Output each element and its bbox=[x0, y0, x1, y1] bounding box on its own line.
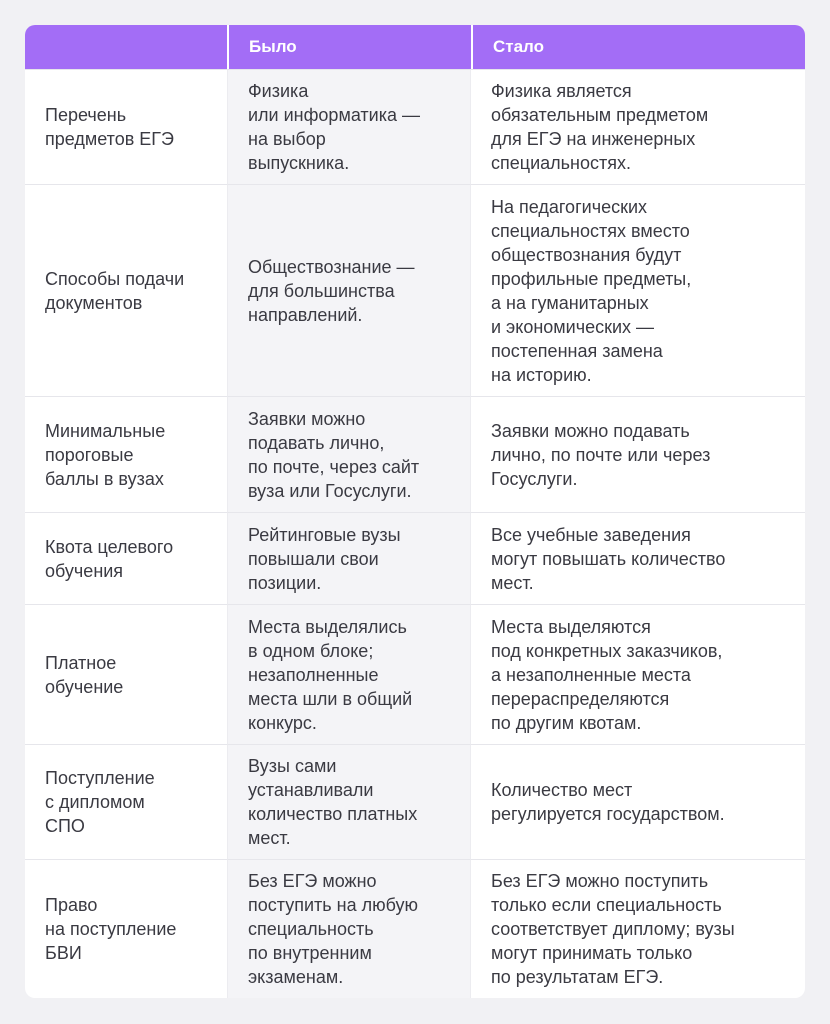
header-cell-now: Стало bbox=[471, 25, 805, 69]
header-cell-was: Было bbox=[227, 25, 471, 69]
row-4-was: Рейтинговые вузы повышали свои позиции. bbox=[227, 512, 471, 604]
row-7-was: Без ЕГЭ можно поступить на любую специальность по внутренним экзаменам. bbox=[227, 859, 471, 998]
row-4-now: Все учебные заведения могут повышать количество мест. bbox=[471, 512, 805, 604]
row-2-label: Способы подачи документов bbox=[25, 184, 227, 396]
row-5-now: Места выделяются под конкретных заказчиков, а незаполненные места перераспределяются по другим квотам. bbox=[471, 604, 805, 744]
row-6-was: Вузы сами устанавливали количество платных мест. bbox=[227, 744, 471, 859]
comparison-table bbox=[25, 25, 805, 998]
row-6-label: Поступление с дипломом СПО bbox=[25, 744, 227, 859]
row-3-label: Минимальные пороговые баллы в вузах bbox=[25, 396, 227, 512]
row-5-was: Места выделялись в одном блоке; незаполненные места шли в общий конкурс. bbox=[227, 604, 471, 744]
row-1-now: Физика является обязательным предметом для ЕГЭ на инженерных специальностях. bbox=[471, 69, 805, 184]
row-2-now: На педагогических специальностях вместо обществознания будут профильные предметы, а на гуманитарных и экономических — постепенная замена на историю. bbox=[471, 184, 805, 396]
header-cell-criterion bbox=[25, 25, 227, 69]
row-3-was: Заявки можно подавать лично, по почте, через сайт вуза или Госуслуги. bbox=[227, 396, 471, 512]
row-4-label: Квота целевого обучения bbox=[25, 512, 227, 604]
row-1-label: Перечень предметов ЕГЭ bbox=[25, 69, 227, 184]
row-1-was: Физика или информатика — на выбор выпускника. bbox=[227, 69, 471, 184]
row-3-now: Заявки можно подавать лично, по почте или через Госуслуги. bbox=[471, 396, 805, 512]
row-6-now: Количество мест регулируется государством. bbox=[471, 744, 805, 859]
row-5-label: Платное обучение bbox=[25, 604, 227, 744]
row-7-now: Без ЕГЭ можно поступить только если специальность соответствует диплому; вузы могут принимать только по результатам ЕГЭ. bbox=[471, 859, 805, 998]
row-2-was: Обществознание — для большинства направлений. bbox=[227, 184, 471, 396]
row-7-label: Право на поступление БВИ bbox=[25, 859, 227, 998]
